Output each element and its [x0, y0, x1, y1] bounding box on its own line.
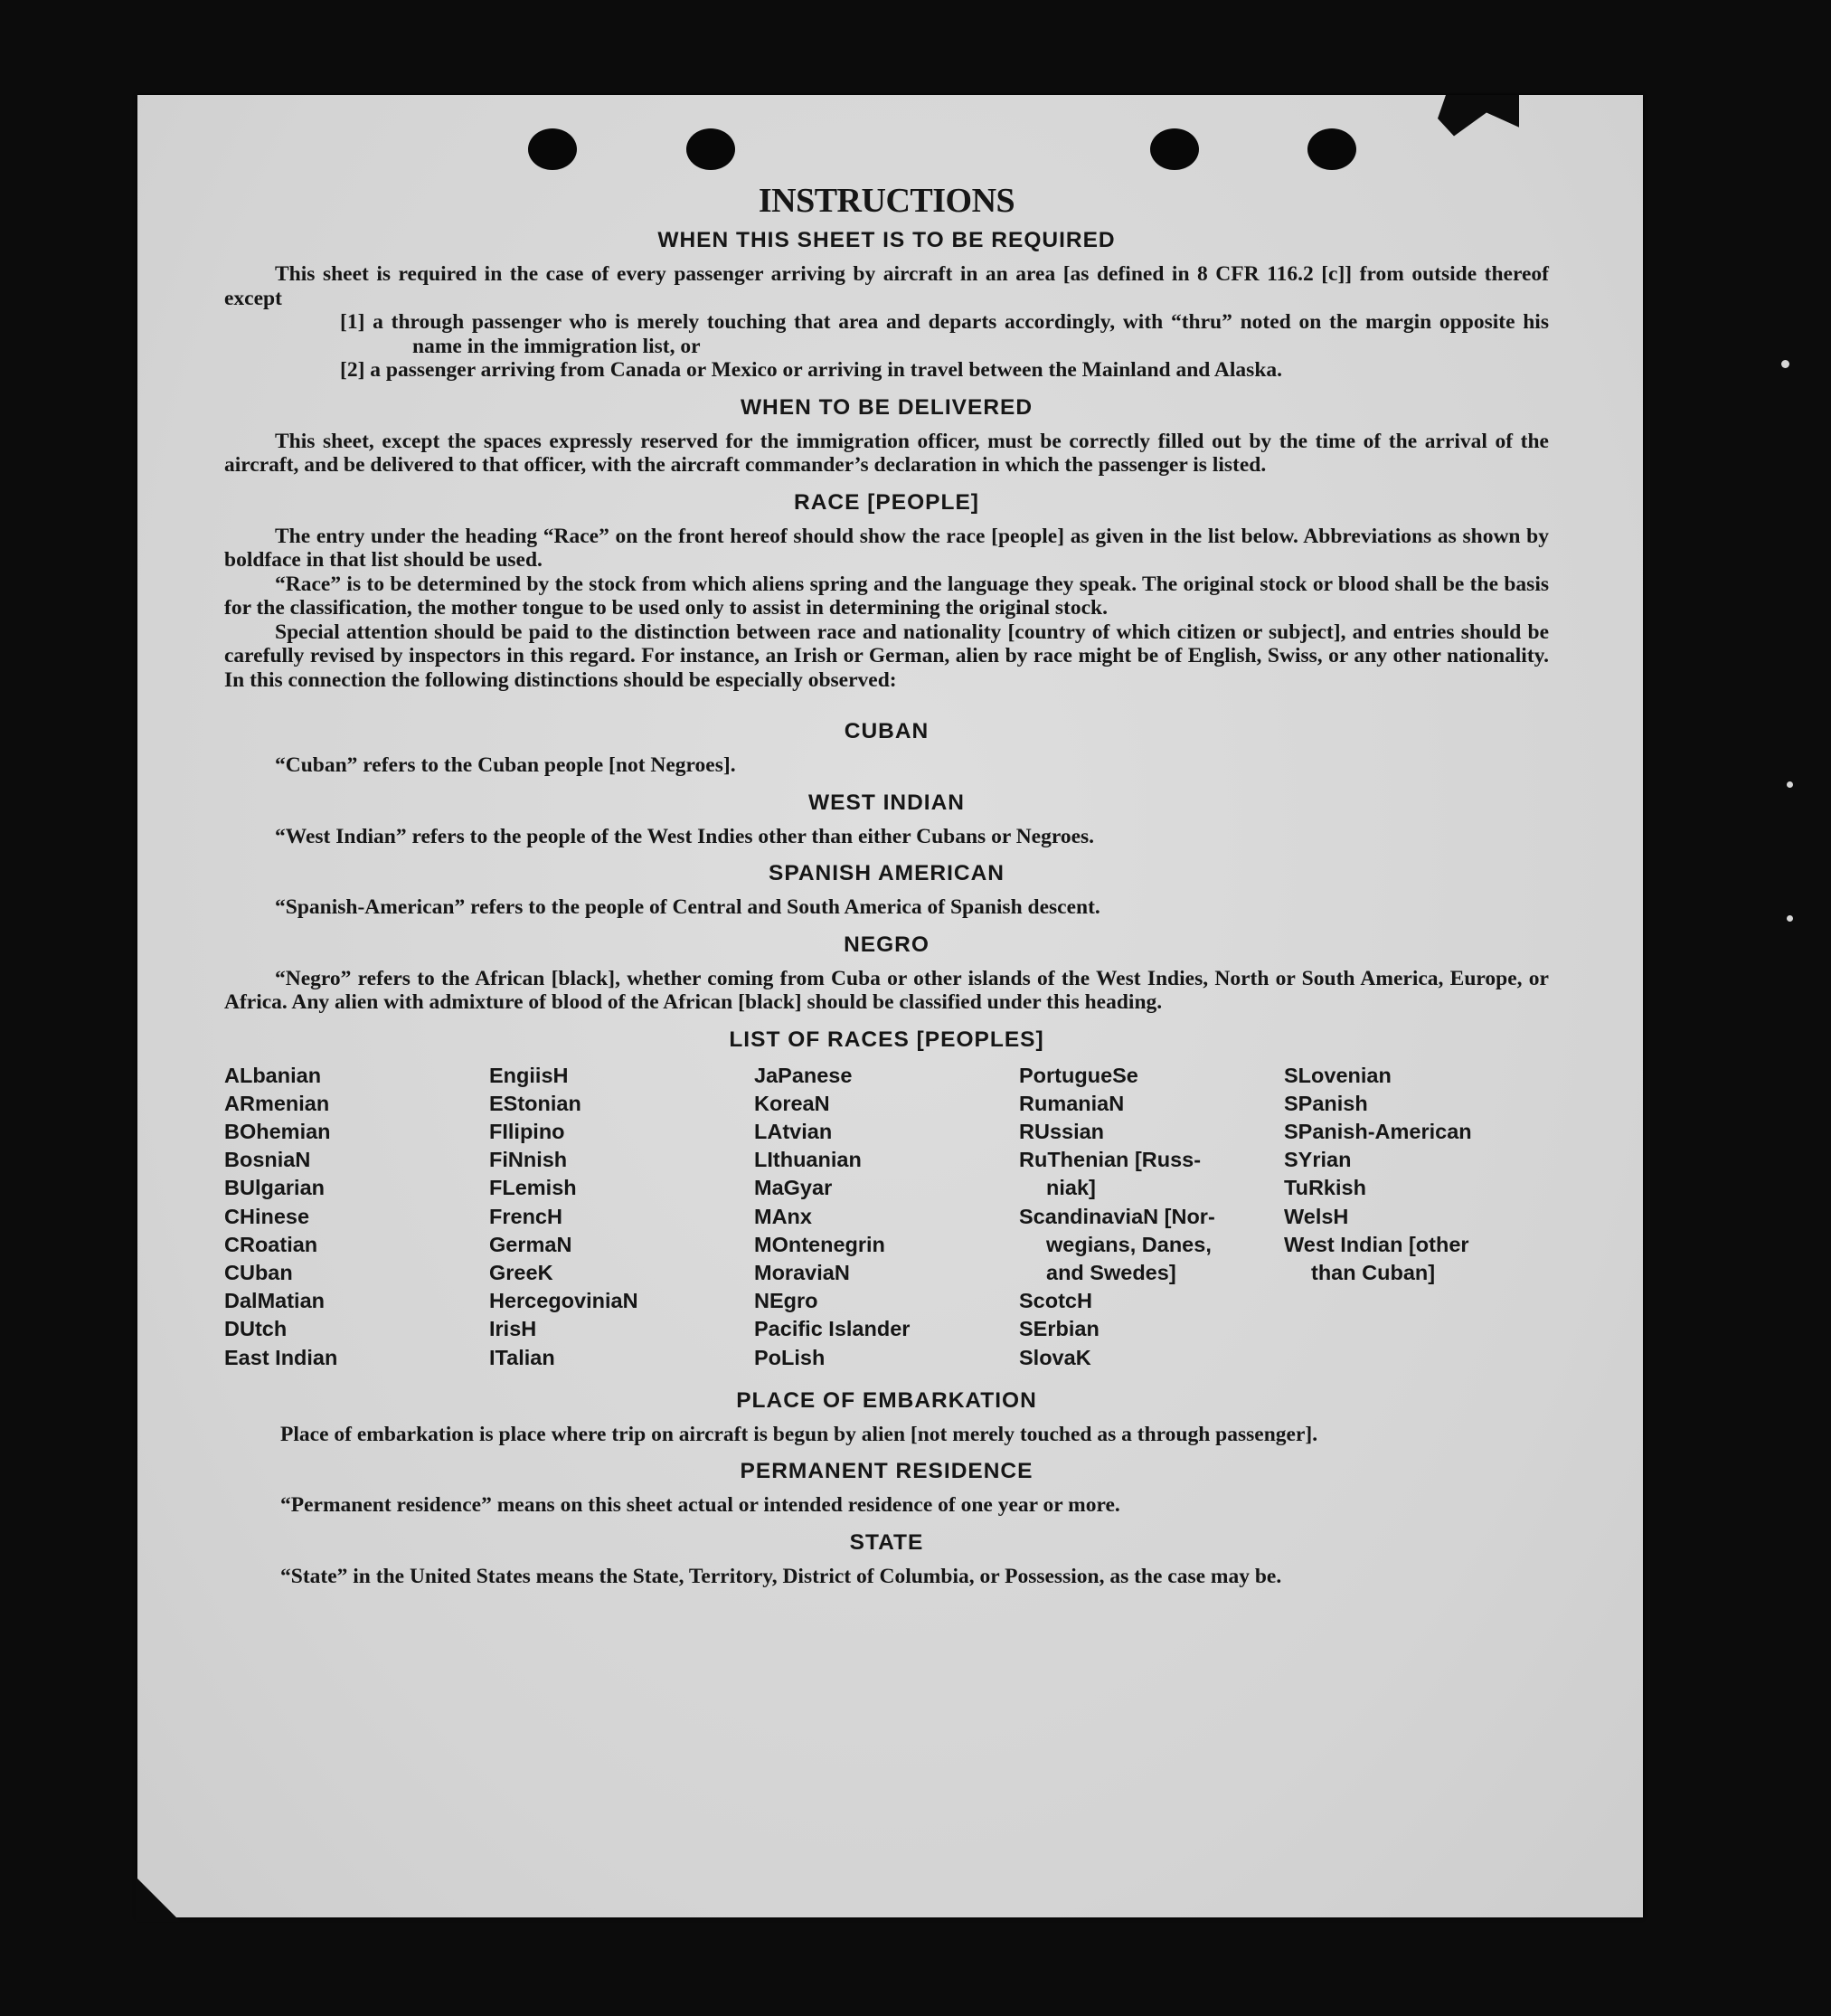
race-column-5	[1284, 1062, 1549, 1372]
race-list-item: ScandinaviaN [Nor-	[1019, 1204, 1215, 1228]
race-list-item: DUtch	[224, 1317, 288, 1341]
race-list-item: FiNnish	[489, 1148, 568, 1172]
race-list-item: KoreaN	[754, 1091, 830, 1115]
race-list-item: than Cuban]	[1311, 1260, 1436, 1284]
section-heading-residence: PERMANENT RESIDENCE	[740, 1459, 1033, 1484]
exception-2: [2] a passenger arriving from Canada or Mexico or arriving in travel between the Mainland and Alaska.	[340, 358, 1283, 382]
race-list-item: ARmenian	[224, 1091, 330, 1115]
race-list-item: PortugueSe	[1019, 1063, 1138, 1087]
scan-speck	[1787, 915, 1793, 922]
race-list-item: MaGyar	[754, 1176, 833, 1200]
race-list-item: Pacific Islander	[754, 1317, 911, 1341]
section-heading-required: WHEN THIS SHEET IS TO BE REQUIRED	[657, 228, 1116, 252]
race-list-item: FrencH	[489, 1204, 562, 1228]
section-heading-spanish-american: SPANISH AMERICAN	[768, 861, 1005, 885]
cuban-text: “Cuban” refers to the Cuban people [not Negroes].	[275, 753, 736, 777]
race-paragraph-2: “Race” is to be determined by the stock from which aliens spring and the language they speak. The original stock or blood shall be the basis for the classification, the mother tongue to be used only to assist in determining the original stock.	[224, 572, 1549, 620]
race-list-item: JaPanese	[754, 1063, 853, 1087]
section-heading-negro: NEGRO	[844, 932, 930, 957]
race-list-item: CHinese	[224, 1204, 310, 1228]
race-list-item: ScotcH	[1019, 1289, 1092, 1313]
section-heading-delivered: WHEN TO BE DELIVERED	[740, 394, 1033, 420]
race-paragraph-3: Special attention should be paid to the distinction between race and nationality [country of which citizen or subject], and entries should be carefully revised by inspectors in this regard. For instance, an Irish or German, alien by race might be of English, Swiss, or any other nationality. In this connection the following distinctions should be especially observed:	[224, 620, 1549, 692]
negro-text: “Negro” refers to the African [black], whether coming from Cuba or other islands of the West Indies, North or South America, Europe, or Africa. Any alien with admixture of blood of the African [black] should be classified under this heading.	[224, 966, 1549, 1014]
race-list-item: West Indian [other	[1284, 1232, 1469, 1256]
punch-hole-3	[1150, 128, 1199, 170]
race-list-item: EStonian	[489, 1091, 581, 1115]
race-list-item: GreeK	[489, 1260, 553, 1284]
race-list-item: RUssian	[1019, 1119, 1105, 1143]
race-column-4	[1019, 1062, 1284, 1372]
spanish-american-text: “Spanish-American” refers to the people of Central and South America of Spanish descent.	[275, 895, 1100, 919]
race-list-item: IrisH	[489, 1317, 537, 1341]
page-title: INSTRUCTIONS	[758, 182, 1015, 220]
race-list-item: SLovenian	[1284, 1063, 1392, 1087]
section-heading-race: RACE [PEOPLE]	[794, 489, 979, 515]
race-list-item: CRoatian	[224, 1232, 318, 1256]
race-list	[224, 1062, 1549, 1372]
race-list-item: FLemish	[489, 1176, 577, 1200]
race-list-item: SlovaK	[1019, 1345, 1091, 1369]
race-list-item: TuRkish	[1284, 1176, 1366, 1200]
delivered-text: This sheet, except the spaces expressly reserved for the immigration officer, must be correctly filled out by the time of the arrival of the aircraft, and be delivered to that officer, with the aircraft commander’s declaration in which the passenger is listed.	[224, 429, 1549, 477]
race-list-item: LIthuanian	[754, 1148, 862, 1172]
section-heading-list-of-races: LIST OF RACES [PEOPLES]	[729, 1027, 1044, 1052]
race-list-item: NEgro	[754, 1289, 818, 1313]
race-list-item: MoraviaN	[754, 1260, 850, 1284]
race-list-item: ITalian	[489, 1345, 555, 1369]
race-list-item: SYrian	[1284, 1148, 1352, 1172]
race-paragraph-1: The entry under the heading “Race” on the front hereof should show the race [people] as given in the list below. Abbreviations as shown by boldface in that list should be used.	[224, 524, 1549, 572]
race-list-item: PoLish	[754, 1345, 826, 1369]
race-list-item: SErbian	[1019, 1317, 1100, 1341]
punch-hole-1	[528, 128, 577, 170]
required-intro: This sheet is required in the case of every passenger arriving by aircraft in an area [as defined in 8 CFR 116.2 [c]] from outside thereof except	[224, 262, 1549, 310]
scan-speck	[1781, 360, 1789, 368]
race-list-item: wegians, Danes,	[1046, 1232, 1212, 1256]
race-list-item: and Swedes]	[1046, 1260, 1176, 1284]
race-list-item: CUban	[224, 1260, 293, 1284]
residence-text: “Permanent residence” means on this sheet actual or intended residence of one year or more.	[280, 1493, 1120, 1518]
race-list-item: niak]	[1046, 1176, 1096, 1200]
race-list-item: RumaniaN	[1019, 1091, 1125, 1115]
race-column-1	[224, 1062, 489, 1372]
race-list-item: SPanish	[1284, 1091, 1368, 1115]
document-body	[224, 181, 1549, 1588]
section-heading-embarkation: PLACE OF EMBARKATION	[736, 1387, 1037, 1413]
race-list-item: GermaN	[489, 1232, 572, 1256]
race-list-item: RuThenian [Russ-	[1019, 1148, 1202, 1172]
race-column-2	[489, 1062, 754, 1372]
punch-hole-4	[1307, 128, 1356, 170]
race-list-item: East Indian	[224, 1345, 338, 1369]
embarkation-text: Place of embarkation is place where trip on aircraft is begun by alien [not merely touched as a through passenger].	[280, 1422, 1318, 1446]
section-heading-state: STATE	[849, 1529, 924, 1555]
race-list-item: BUlgarian	[224, 1176, 325, 1200]
race-list-item: DalMatian	[224, 1289, 325, 1313]
race-list-item: HercegoviniaN	[489, 1289, 638, 1313]
race-column-3	[754, 1062, 1019, 1372]
punch-hole-2	[686, 128, 735, 170]
race-list-item: SPanish-American	[1284, 1119, 1472, 1143]
race-list-item: ALbanian	[224, 1063, 322, 1087]
race-list-item: LAtvian	[754, 1119, 833, 1143]
race-list-item: EngiisH	[489, 1063, 569, 1087]
race-list-item: MOntenegrin	[754, 1232, 885, 1256]
exception-1: [1] a through passenger who is merely touching that area and departs accordingly, with “thru” noted on the margin opposite his name in the immigration list, or	[340, 310, 1549, 358]
race-list-item: WelsH	[1284, 1204, 1349, 1228]
state-text: “State” in the United States means the State, Territory, District of Columbia, or Possession, as the case may be.	[280, 1564, 1282, 1588]
scan-speck	[1787, 781, 1793, 788]
race-list-item: MAnx	[754, 1204, 812, 1228]
race-list-item: BOhemian	[224, 1119, 331, 1143]
west-indian-text: “West Indian” refers to the people of the West Indies other than either Cubans or Negroes.	[275, 824, 1095, 848]
section-heading-cuban: CUBAN	[844, 719, 930, 743]
section-heading-west-indian: WEST INDIAN	[808, 790, 965, 815]
race-list-item: FIlipino	[489, 1119, 565, 1143]
race-list-item: BosniaN	[224, 1148, 311, 1172]
